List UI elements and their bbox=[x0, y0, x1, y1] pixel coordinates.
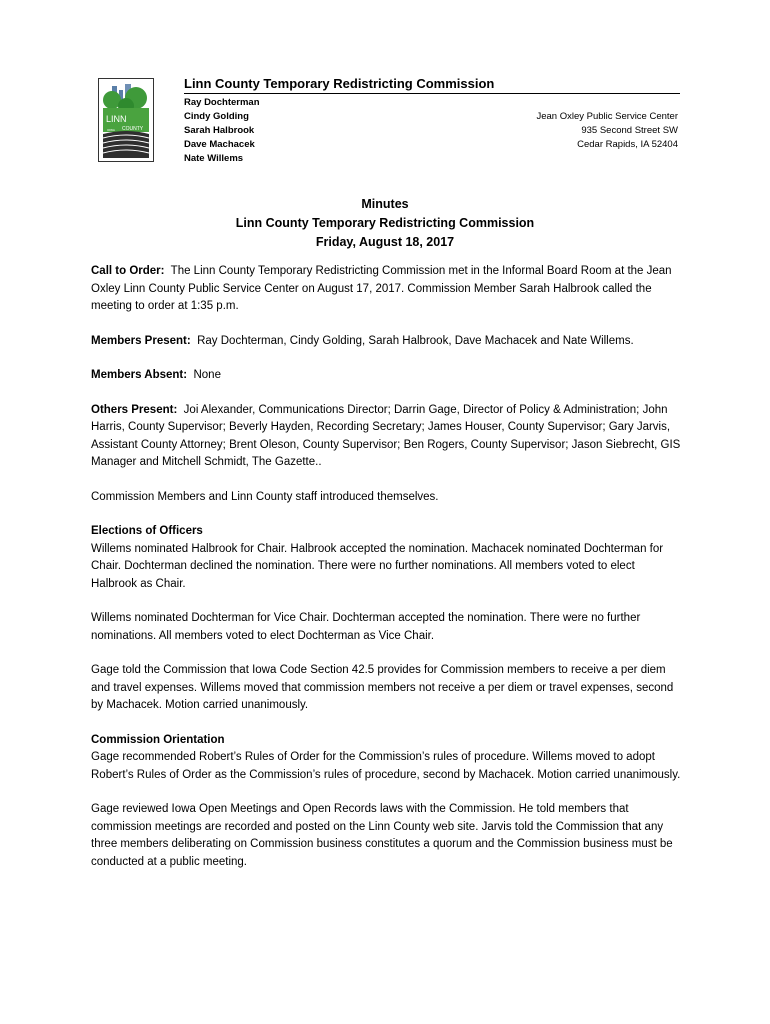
orientation-section bbox=[91, 732, 681, 785]
members-absent-text: None bbox=[193, 369, 221, 381]
title-line: Friday, August 18, 2017 bbox=[315, 235, 455, 249]
call-to-order-label: Call to Order: bbox=[91, 265, 165, 277]
member-name: Sarah Halbrook bbox=[184, 125, 255, 136]
elections-paragraph: Willems nominated Halbrook for Chair. Halbrook accepted the nomination. Machacek nominated Dochterman for Chair. Dochterman declined the nomination. There were no further nominations. All members voted to elect Halbrook as Chair. bbox=[91, 542, 664, 590]
elections-section bbox=[91, 523, 681, 593]
others-present-label: Others Present: bbox=[91, 403, 178, 416]
members-present-text: Ray Dochterman, Cindy Golding, Sarah Halbrook, Dave Machacek and Nate Willems. bbox=[197, 334, 634, 347]
members-absent-label: Members Absent: bbox=[91, 369, 188, 381]
address-line: 935 Second Street SW bbox=[581, 125, 678, 136]
address-block bbox=[536, 110, 678, 152]
member-name: Ray Dochterman bbox=[184, 97, 260, 108]
others-present bbox=[91, 402, 681, 472]
call-to-order bbox=[91, 263, 681, 316]
orientation-paragraph: Gage recommended Robert’s Rules of Order for the Commission’s rules of procedure. Willems moved to adopt Robert’s Rules of Order as the Commission’s rules of procedure, second by Machacek. Motion carried unanimously. bbox=[91, 751, 681, 781]
svg-text:IOWA: IOWA bbox=[107, 128, 115, 132]
members-present bbox=[91, 333, 681, 351]
members-list bbox=[184, 96, 260, 166]
header-title: Linn County Temporary Redistricting Commission bbox=[184, 76, 680, 94]
members-present-label: Members Present: bbox=[91, 334, 191, 347]
elections-paragraph-2: Willems nominated Dochterman for Vice Chair. Dochterman accepted the nomination. There were no further nominations. All members voted to elect Dochterman as Vice Chair. bbox=[91, 612, 641, 642]
members-absent bbox=[91, 367, 681, 385]
address-line: Jean Oxley Public Service Center bbox=[536, 111, 678, 122]
others-present-text: Joi Alexander, Communications Director; Darrin Gage, Director of Policy & Administration; John Harris, County Supervisor; Beverly Hayden, Recording Secretary; James Houser, County Supervisor; Gary Jarvis, Assistant County Attorney; Brent Oleson, County Supervisor; Ben Rogers, County Supervisor; Jason Siebrecht, GIS Manager and Mitchell Schmidt, The Gazette.. bbox=[91, 403, 681, 468]
member-name: Cindy Golding bbox=[184, 111, 249, 122]
linn-county-logo bbox=[98, 78, 154, 162]
address-line: Cedar Rapids, IA 52404 bbox=[577, 139, 678, 150]
member-name: Nate Willems bbox=[184, 153, 244, 164]
elections-heading: Elections of Officers bbox=[91, 525, 203, 537]
elections-paragraph-3: Gage told the Commission that Iowa Code Section 42.5 provides for Commission members to receive a per diem and travel expenses. Willems moved that commission members not receive a per diem or travel expenses, second by Machacek. Motion carried unanimously. bbox=[91, 664, 674, 711]
title-line: Minutes bbox=[361, 197, 409, 211]
introductions: Commission Members and Linn County staff introduced themselves. bbox=[91, 490, 439, 503]
svg-text:LINN: LINN bbox=[106, 114, 127, 124]
minutes-body bbox=[91, 263, 681, 888]
orientation-heading: Commission Orientation bbox=[91, 733, 225, 746]
member-name: Dave Machacek bbox=[184, 139, 255, 150]
document-title bbox=[0, 195, 770, 252]
svg-text:COUNTY: COUNTY bbox=[122, 126, 144, 132]
call-to-order-text: The Linn County Temporary Redistricting Commission met in the Informal Board Room at the Jean Oxley Linn County Public Service Center on August 17, 2017. Commission Member Sarah Halbrook called the meeting to order at 1:35 p.m. bbox=[91, 265, 672, 312]
title-line: Linn County Temporary Redistricting Commission bbox=[235, 216, 535, 230]
orientation-paragraph-2: Gage reviewed Iowa Open Meetings and Open Records laws with the Commission. He told members that commission meetings are recorded and posted on the Linn County web site. Jarvis told the Commission that any three members deliberating on Commission business constitutes a quorum and the Commission business must be conducted at a public meeting. bbox=[91, 803, 673, 868]
